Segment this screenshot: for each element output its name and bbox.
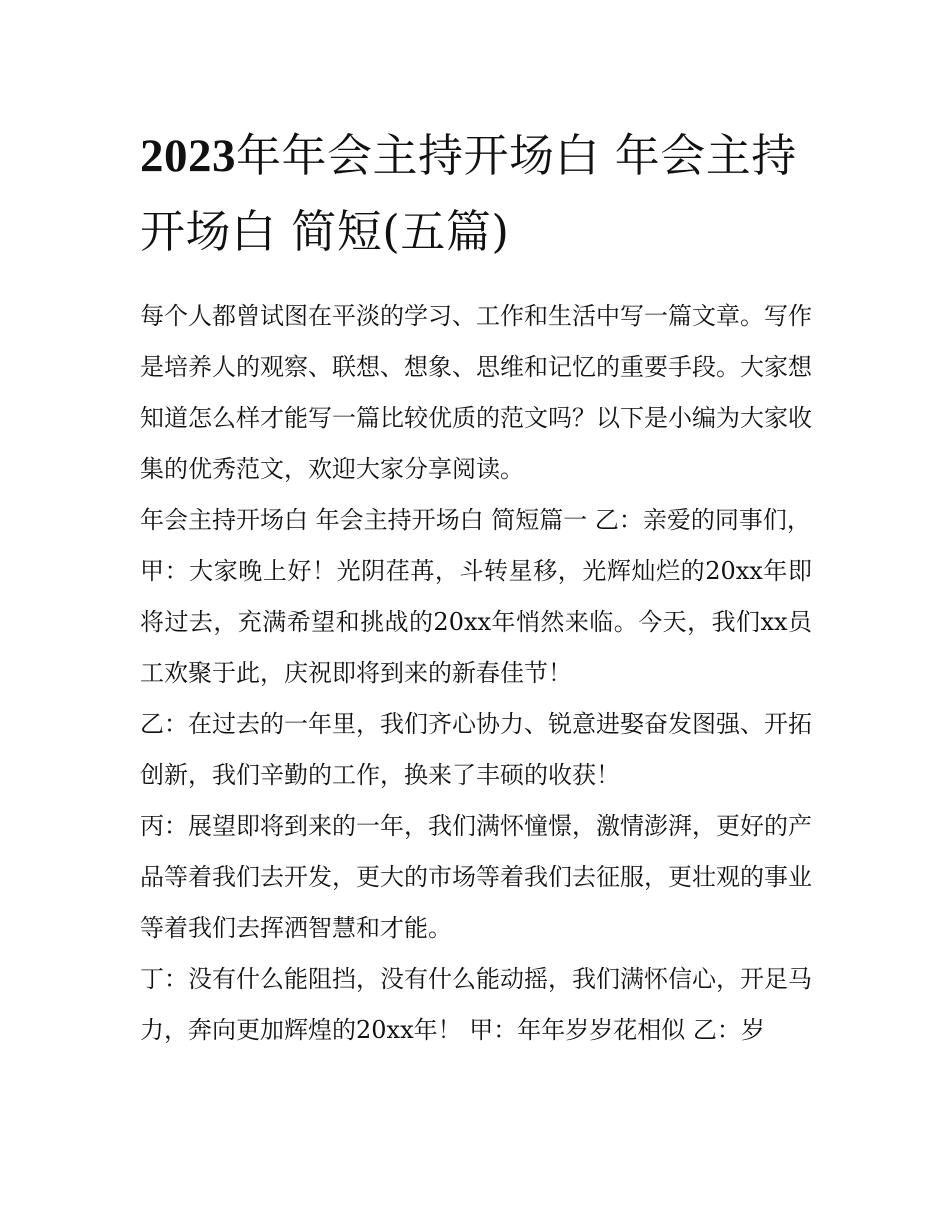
section-heading-paragraph: 年会主持开场白 年会主持开场白 简短篇一 乙：亲爱的同事们， — [140, 506, 811, 534]
dialogue-paragraph-ding: 丁：没有什么能阻挡，没有什么能动摇，我们满怀信心，开足马力，奔向更加辉煌的20xx年！ 甲：年年岁岁花相似 乙：岁 — [140, 965, 812, 1044]
title-text: 年年会主持开场白 年会主持开场白 简短(五篇) — [140, 129, 797, 258]
title-year: 2023 — [140, 130, 236, 182]
document-title — [140, 118, 812, 269]
document-content — [140, 118, 812, 1056]
dialogue-paragraph-jia: 甲：大家晚上好！光阴荏苒，斗转星移，光辉灿烂的20xx年即将过去，充满希望和挑战的20xx年悄然来临。今天，我们xx员工欢聚于此，庆祝即将到来的新春佳节！ — [140, 557, 812, 687]
dialogue-paragraph-bing: 丙：展望即将到来的一年，我们满怀憧憬，激情澎湃，更好的产品等着我们去开发，更大的市场等着我们去征服，更壮观的事业等着我们去挥洒智慧和才能。 — [140, 812, 812, 942]
intro-paragraph: 每个人都曾试图在平淡的学习、工作和生活中写一篇文章。写作是培养人的观察、联想、想象、思维和记忆的重要手段。大家想知道怎么样才能写一篇比较优质的范文吗？以下是小编为大家收集的优秀范文，欢迎大家分享阅读。 — [140, 302, 812, 483]
dialogue-paragraph-yi: 乙：在过去的一年里，我们齐心协力、锐意进娶奋发图强、开拓创新，我们辛勤的工作，换来了丰硕的收获！ — [140, 710, 812, 789]
